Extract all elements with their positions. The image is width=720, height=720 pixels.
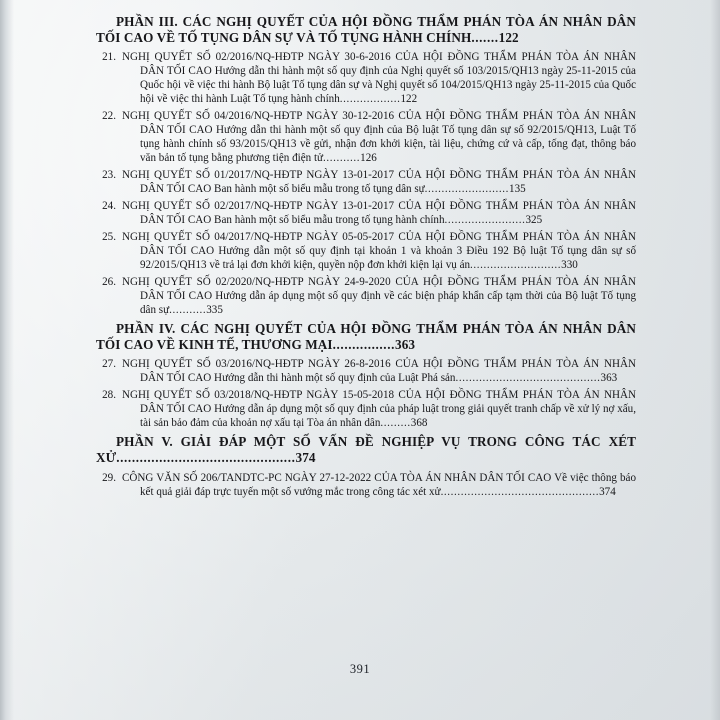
entry-23-dots: ......................... (424, 183, 510, 196)
toc-entry-22 (96, 110, 636, 166)
toc-entry-28 (96, 389, 636, 431)
entry-25-page: 330 (561, 259, 578, 272)
toc-entry-26 (96, 276, 636, 318)
entry-29-body: CÔNG VĂN SỐ 206/TANDTC-PC NGÀY 27-12-2022 CỦA TÒA ÁN NHÂN DÂN TỐI CAO Về việc thông báo kết quả giải đáp trực tuyến một số vướng mắc trong công tác xét xử...............................................374 (122, 471, 636, 498)
entry-26-body: NGHỊ QUYẾT SỐ 02/2020/NQ-HĐTP NGÀY 24-9-2020 CỦA HỘI ĐỒNG THẨM PHÁN TÒA ÁN NHÂN DÂN TỐI CAO Hướng dẫn áp dụng một số quy định về các biện pháp khẩn cấp tạm thời của Bộ luật Tố tụng dân sự...........335 (122, 276, 636, 316)
entry-28-number: 28. (102, 389, 116, 402)
table-of-contents (96, 14, 636, 503)
entry-25-number: 25. (102, 231, 116, 244)
entry-24-body: NGHỊ QUYẾT SỐ 02/2017/NQ-HĐTP NGÀY 13-01-2017 CỦA HỘI ĐỒNG THẨM PHÁN TÒA ÁN NHÂN DÂN TỐI CAO Ban hành một số biểu mẫu trong tố tụng hành chính........................325 (122, 200, 636, 227)
entry-27-body: NGHỊ QUYẾT SỐ 03/2016/NQ-HĐTP NGÀY 26-8-2016 CỦA HỘI ĐỒNG THẨM PHÁN TÒA ÁN NHÂN DÂN TỐI CAO Hướng dẫn thi hành một số quy định của Luật Phá sản...........................................363 (122, 358, 636, 385)
entry-27-dots: ........................................... (455, 372, 601, 385)
entry-23-number: 23. (102, 169, 116, 182)
part-3-dots: ....... (471, 30, 499, 46)
toc-entry-27 (96, 358, 636, 386)
entry-21-page: 122 (400, 93, 418, 106)
entry-29-dots: ............................................... (440, 485, 600, 498)
part-5-dots: .............................................. (116, 450, 296, 466)
part-4-title: PHẦN IV. CÁC NGHỊ QUYẾT CỦA HỘI ĐỒNG THẨM PHÁN TÒA ÁN NHÂN DÂN TỐI CAO VỀ KINH TẾ, THƯƠNG MẠI................363 (96, 320, 636, 353)
part-5-title: PHẦN V. GIẢI ĐÁP MỘT SỐ VẤN ĐỀ NGHIỆP VỤ TRONG CÔNG TÁC XÉT XỬ..............................................374 (96, 434, 636, 466)
entry-21-number: 21. (102, 51, 116, 64)
entry-28-page: 368 (410, 417, 428, 430)
toc-part-5 (96, 434, 636, 466)
part-4-dots: ................ (332, 337, 395, 353)
toc-entry-25 (96, 231, 636, 273)
entry-26-page: 335 (206, 303, 223, 316)
entry-21-body: NGHỊ QUYẾT SỐ 02/2016/NQ-HĐTP NGÀY 30-6-2016 CỦA HỘI ĐỒNG THẨM PHÁN TÒA ÁN NHÂN DÂN TỐI CAO Hướng dẫn thi hành một số quy định của Nghị quyết số 103/2015/QH13 ngày 25-11-2015 của Quốc hội về việc thi hành Bộ luật Tố tụng dân sự và Nghị quyết số 104/2015/QH13 ngày 25-11-2015 của Quốc hội về việc thi hành Luật Tố tụng hành chính..................122 (122, 51, 636, 106)
entry-22-number: 22. (102, 110, 116, 123)
entry-22-page: 126 (360, 152, 377, 165)
entry-23-page: 135 (509, 183, 526, 196)
toc-part-4 (96, 321, 636, 353)
entry-29-page: 374 (599, 485, 616, 498)
entry-22-dots: ........... (323, 152, 361, 165)
entry-23-body: NGHỊ QUYẾT SỐ 01/2017/NQ-HĐTP NGÀY 13-01-2017 CỦA HỘI ĐỒNG THẨM PHÁN TÒA ÁN NHÂN DÂN TỐI CAO Ban hành một số biểu mẫu trong tố tụng dân sự.........................135 (122, 169, 636, 196)
part-3-title: PHẦN III. CÁC NGHỊ QUYẾT CỦA HỘI ĐỒNG THẨM PHÁN TÒA ÁN NHÂN DÂN TỐI CAO VỀ TỐ TỤNG DÂN SỰ VÀ TỐ TỤNG HÀNH CHÍNH.......122 (96, 14, 636, 46)
entry-24-page: 325 (525, 214, 543, 227)
page-number: 391 (349, 662, 371, 676)
toc-part-3 (96, 14, 636, 46)
entry-27-page: 363 (600, 372, 618, 385)
toc-entry-21 (96, 51, 636, 107)
toc-entry-24 (96, 200, 636, 228)
entry-25-body: NGHỊ QUYẾT SỐ 04/2017/NQ-HĐTP NGÀY 05-05-2017 CỦA HỘI ĐỒNG THẨM PHÁN TÒA ÁN NHÂN DÂN TỐI CAO Hướng dẫn một số quy định tại khoản 1 và khoản 3 Điều 192 Bộ luật Tố tụng dân sự số 92/2015/QH13 về trả lại đơn khởi kiện, quyền nộp đơn khởi kiện lại vụ án...........................330 (122, 231, 636, 272)
entry-24-dots: ........................ (444, 214, 526, 227)
part-4-page: 363 (395, 337, 416, 353)
entry-26-number: 26. (102, 276, 116, 288)
entry-28-dots: ......... (380, 417, 411, 430)
entry-29-number: 29. (102, 471, 116, 484)
entry-27-number: 27. (102, 358, 116, 371)
toc-entry-29 (96, 472, 636, 500)
entry-25-dots: ........................... (470, 259, 562, 272)
toc-entry-23 (96, 169, 636, 197)
entry-21-dots: .................. (339, 93, 401, 106)
part-5-page: 374 (295, 450, 316, 466)
entry-28-body: NGHỊ QUYẾT SỐ 03/2018/NQ-HĐTP NGÀY 15-05-2018 CỦA HỘI ĐỒNG THẨM PHÁN TÒA ÁN NHÂN DÂN TỐI CAO Hướng dẫn áp dụng một số quy định của pháp luật trong giải quyết tranh chấp về xử lý nợ xấu, tài sản bảo đảm của khoản nợ xấu tại Tòa án nhân dân.........368 (122, 389, 636, 430)
part-3-page: 122 (498, 30, 519, 46)
entry-26-dots: ........... (169, 303, 207, 316)
entry-24-number: 24. (102, 200, 116, 213)
entry-22-body: NGHỊ QUYẾT SỐ 04/2016/NQ-HĐTP NGÀY 30-12-2016 CỦA HỘI ĐỒNG THẨM PHÁN TÒA ÁN NHÂN DÂN TỐI CAO Hướng dẫn thi hành một số quy định của Bộ luật Tố tụng dân sự số 92/2015/QH13, Luật Tố tụng hành chính số 93/2015/QH13 về gửi, nhận đơn khởi kiện, tài liệu, chứng cứ và cấp, tống đạt, thông báo văn bản tố tụng bằng phương tiện điện tử...........126 (122, 110, 636, 165)
